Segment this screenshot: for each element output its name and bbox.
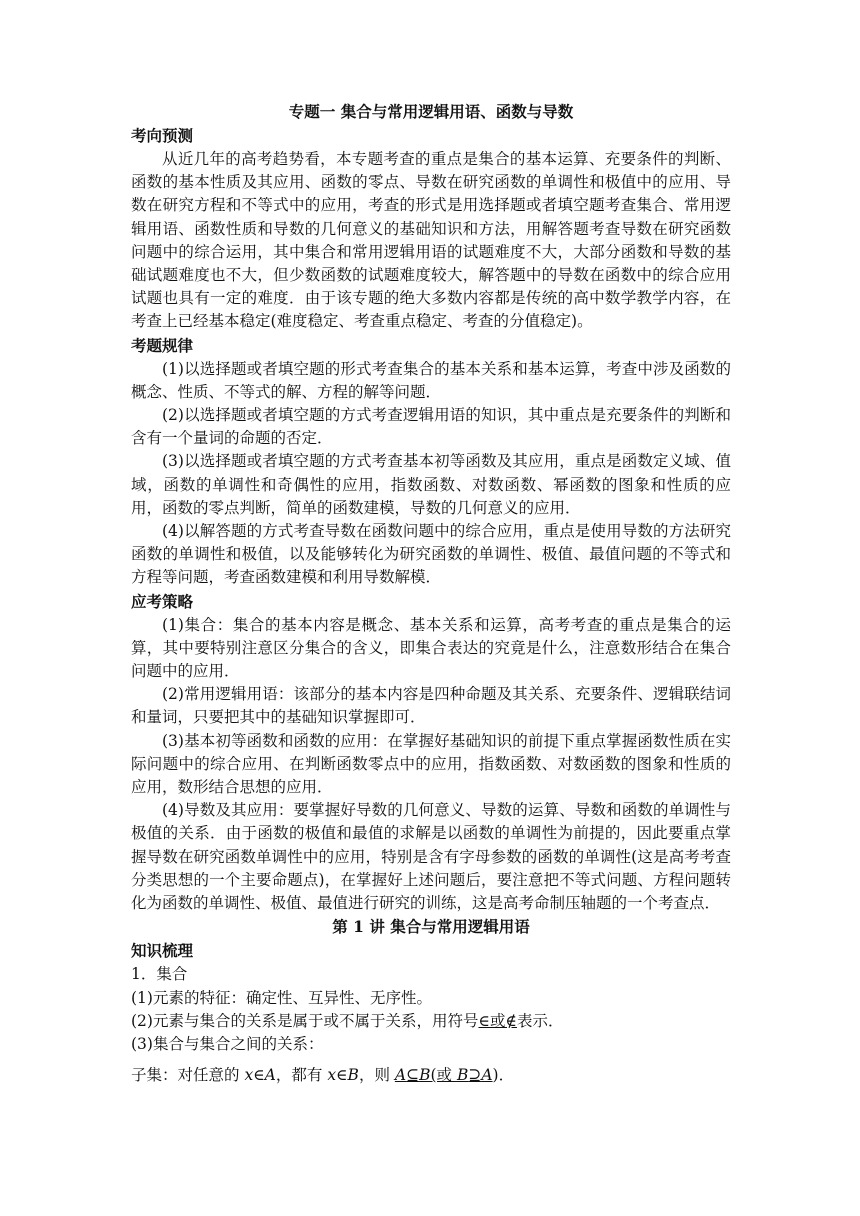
knowledge-line-subset <box>131 1064 731 1087</box>
strategy-item-1: (1)集合：集合的基本内容是概念、基本关系和运算，高考考查的重点是集合的运算，其中要特别注意区分集合的含义，即集合表达的究竟是什么，注意数形结合在集合问题中的应用． <box>131 615 731 681</box>
in-symbol: ∈ <box>253 1066 265 1085</box>
document-title: 专题一 集合与常用逻辑用语、函数与导数 <box>288 102 574 121</box>
section-heading-knowledge: 知识梳理 <box>131 942 194 961</box>
rules-item-4: (4)以解答题的方式考查导数在函数问题中的综合应用，重点是使用导数的方法研究函数的单调性和极值，以及能够转化为研究函数的单调性、极值、最值问题的不等式和方程等问题，考查函数建模和利用导数解模． <box>131 522 731 587</box>
l2-text-a: (2)元素与集合的关系是属于或不属于关系，用符号 <box>131 1011 479 1030</box>
l2-text-b: 表示． <box>516 1011 564 1030</box>
l4-text-d: (或 <box>430 1066 457 1085</box>
section-heading-rules: 考题规律 <box>131 336 194 355</box>
lecture-title: 第 1 讲 集合与常用逻辑用语 <box>332 917 530 937</box>
var-B: B <box>456 1066 469 1085</box>
var-A: A <box>264 1066 276 1085</box>
var-B: B <box>419 1066 431 1085</box>
section-heading-strategy: 应考策略 <box>131 592 194 611</box>
l4-text-e: )． <box>492 1066 515 1085</box>
knowledge-line-3: (3)集合与集合之间的关系： <box>131 1034 324 1053</box>
strategy-item-4: (4)导数及其应用：要掌握好导数的几何意义、导数的运算、导数和函数的单调性与极值的关系．由于函数的极值和最值的求解是以函数的单调性为前提的，因此要重点掌握导数在研究函数单调性中的应用，特别是含有字母参数的函数的单调性(这是高考考查分类思想的一个主要命题点)，在掌握好上述问题后，要注意把不等式问题、方程问题转化为函数的单调性、极值、最值进行研究的训练，这是高考命制压轴题的一个考查点． <box>131 801 731 913</box>
subsection-set: 1．集合 <box>131 965 188 984</box>
strategy-item-3: (3)基本初等函数和函数的应用：在掌握好基础知识的前提下重点掌握函数性质在实际问题中的综合应用、在判断函数零点中的应用，指数函数、对数函数的图象和性质的应用，数形结合思想的应用． <box>131 731 731 797</box>
strategy-item-2: (2)常用逻辑用语：该部分的基本内容是四种命题及其关系、充要条件、逻辑联结词和量词，只要把其中的基础知识掌握即可． <box>131 685 731 727</box>
var-B: B <box>347 1066 359 1085</box>
superset-symbol: ⊇ <box>468 1066 482 1085</box>
knowledge-line-2 <box>131 1010 731 1033</box>
knowledge-line-1: (1)元素的特征：确定性、互异性、无序性。 <box>131 988 432 1007</box>
var-x: x <box>244 1066 254 1085</box>
trend-paragraph: 从近几年的高考趋势看，本专题考查的重点是集合的基本运算、充要条件的判断、函数的基本性质及其应用、函数的零点、导数在研究函数的单调性和极值中的应用、导数在研究方程和不等式中的应用，考查的形式是用选择题或者填空题考查集合、常用逻辑用语、函数性质和导数的几何意义的基础知识和方法，用解答题考查导数在研究函数问题中的综合运用，其中集合和常用逻辑用语的试题难度不大，大部分函数和导数的基础试题难度也不大，但少数函数的试题难度较大，解答题中的导数在函数中的综合应用试题也具有一定的难度．由于该专题的绝大多数内容都是传统的高中数学教学内容，在考查上已经基本稳定(难度稳定、考查重点稳定、考查的分值稳定)。 <box>131 150 731 331</box>
subset-symbol: ⊆ <box>406 1066 420 1085</box>
l4-text-c: ，则 <box>358 1066 395 1085</box>
rules-item-2: (2)以选择题或者填空题的方式考查逻辑用语的知识，其中重点是充要条件的判断和含有一个量词的命题的否定． <box>131 406 731 448</box>
rules-item-3: (3)以选择题或者填空题的方式考查基本初等函数及其应用，重点是函数定义域、值域，函数的单调性和奇偶性的应用，指数函数、对数函数、幂函数的图象和性质的应用，函数的零点判断，简单的函数建模，导数的几何意义的应用． <box>131 452 731 517</box>
document-page <box>131 100 731 1087</box>
or-word: 或 <box>489 1011 506 1030</box>
var-A: A <box>394 1066 407 1085</box>
section-heading-trend: 考向预测 <box>131 127 194 145</box>
l4-text-a: 子集：对任意的 <box>131 1066 245 1085</box>
belongs-symbol: ∈ <box>478 1011 490 1030</box>
var-A: A <box>481 1066 493 1085</box>
spacer <box>131 1056 731 1064</box>
rules-item-1: (1)以选择题或者填空题的形式考查集合的基本关系和基本运算，考查中涉及函数的概念、性质、不等式的解、方程的解等问题． <box>131 359 731 401</box>
l4-text-b: ，都有 <box>275 1066 328 1085</box>
var-x: x <box>327 1066 337 1085</box>
in-symbol: ∈ <box>336 1066 348 1085</box>
not-belongs-symbol: ∉ <box>505 1011 517 1030</box>
